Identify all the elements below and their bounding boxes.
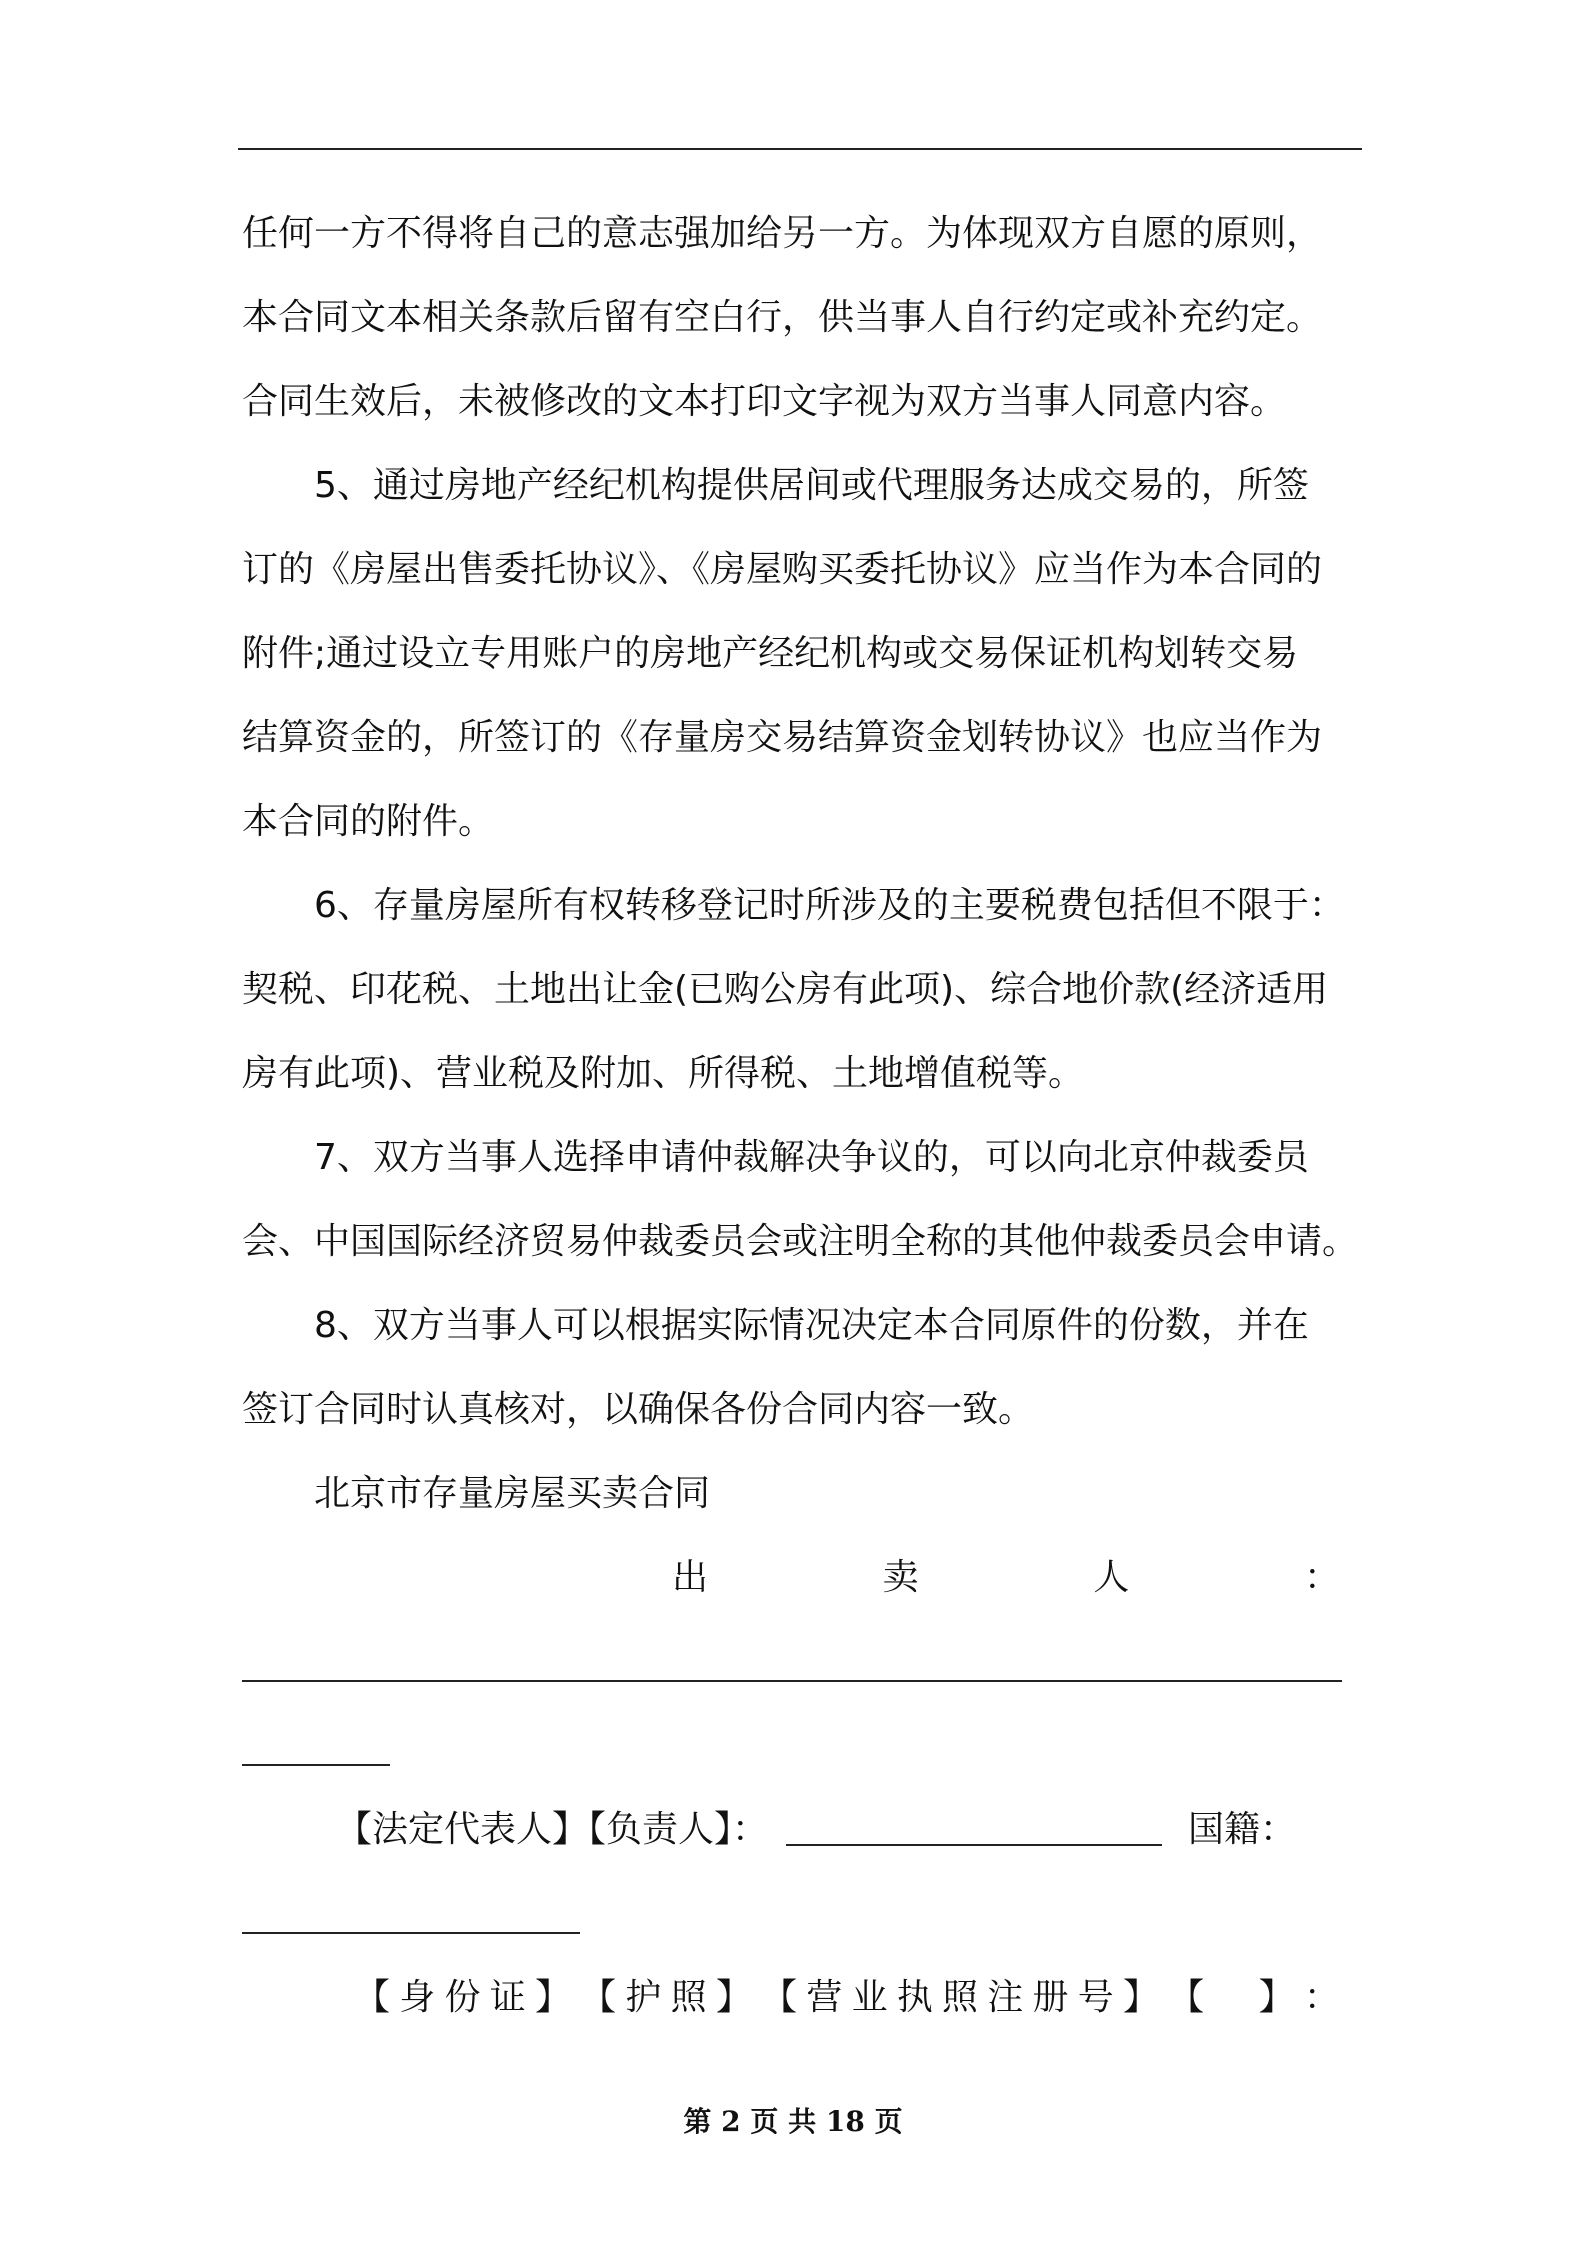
- id-char: 】: [1258, 1977, 1295, 2018]
- nationality-blank-row: [242, 1872, 1362, 1956]
- seller-name-blank-row-2: [242, 1704, 1362, 1788]
- id-char: 号: [1077, 1977, 1114, 2018]
- id-char: 】: [715, 1977, 752, 2018]
- id-char: 【: [1168, 1977, 1205, 2018]
- representative-label: 【法定代表人】【负责人】：: [336, 1809, 769, 1850]
- text-line: 房有此项)、营业税及附加、所得税、土地增值税等。: [242, 1053, 1085, 1094]
- seller-label: [242, 1536, 1362, 1620]
- page-footer: 第 2 页 共 18 页: [683, 2105, 903, 2138]
- seller-char: ：: [1303, 1557, 1340, 1598]
- text-line: 签订合同时认真核对，以确保各份合同内容一致。: [242, 1389, 1035, 1430]
- id-char: 证: [489, 1977, 526, 2018]
- seller-char: 人: [1093, 1557, 1130, 1598]
- seller-char: 卖: [882, 1557, 919, 1598]
- text-line: 本合同文本相关条款后留有空白行，供当事人自行约定或补充约定。: [242, 297, 1323, 338]
- text-line: 7、双方当事人选择申请仲裁解决争议的，可以向北京仲裁委员: [314, 1137, 1309, 1178]
- id-char: 护: [625, 1977, 662, 2018]
- text-line: 任何一方不得将自己的意志强加给另一方。为体现双方自愿的原则，: [242, 213, 1323, 254]
- id-char: 】: [1122, 1977, 1159, 2018]
- id-char: 【: [354, 1977, 391, 2018]
- id-char: 【: [580, 1977, 617, 2018]
- document-body: [242, 192, 1362, 2040]
- id-document-label: [242, 1956, 1362, 2040]
- id-char: 执: [896, 1977, 933, 2018]
- contract-title: 北京市存量房屋买卖合同: [314, 1473, 711, 1514]
- id-char: 身: [399, 1977, 436, 2018]
- id-char: 【: [761, 1977, 798, 2018]
- text-line: 6、存量房屋所有权转移登记时所涉及的主要税费包括但不限于：: [314, 885, 1345, 926]
- nationality-label: 国籍：: [1188, 1809, 1297, 1850]
- id-char-space: [1213, 1956, 1249, 2040]
- id-char: 注: [987, 1977, 1024, 2018]
- id-char: 营: [806, 1977, 843, 2018]
- text-line: 契税、印花税、土地出让金(已购公房有此项)、综合地价款(经济适用: [242, 969, 1329, 1010]
- id-char: ：: [1303, 1977, 1340, 2018]
- id-char: 照: [670, 1977, 707, 2018]
- paragraph-7: [242, 1116, 1362, 1284]
- text-line: 附件;通过设立专用账户的房地产经纪机构或交易保证机构划转交易: [242, 633, 1299, 674]
- id-char: 】: [534, 1977, 571, 2018]
- header-rule: [238, 148, 1362, 150]
- text-line: 合同生效后，未被修改的文本打印文字视为双方当事人同意内容。: [242, 381, 1287, 422]
- text-line: 5、通过房地产经纪机构提供居间或代理服务达成交易的，所签: [314, 465, 1309, 506]
- text-line: 结算资金的，所签订的《存量房交易结算资金划转协议》也应当作为: [242, 717, 1323, 758]
- seller-char: 出: [672, 1557, 709, 1598]
- text-line: 8、双方当事人可以根据实际情况决定本合同原件的份数，并在: [314, 1305, 1309, 1346]
- text-line: 会、中国国际经济贸易仲裁委员会或注明全称的其他仲裁委员会申请。: [242, 1221, 1359, 1262]
- id-char: 册: [1032, 1977, 1069, 2018]
- seller-name-blank-continued[interactable]: [242, 1764, 390, 1766]
- nationality-blank[interactable]: [242, 1932, 580, 1934]
- id-char: 业: [851, 1977, 888, 2018]
- paragraph-continuation: [242, 192, 1362, 444]
- seller-name-blank-row: [242, 1620, 1362, 1704]
- paragraph-8: [242, 1284, 1362, 1452]
- id-char: 份: [444, 1977, 481, 2018]
- id-char: 照: [942, 1977, 979, 2018]
- representative-row: [242, 1788, 1362, 1872]
- paragraph-5: [242, 444, 1362, 864]
- text-line: 本合同的附件。: [242, 801, 495, 842]
- representative-blank[interactable]: [786, 1844, 1162, 1846]
- seller-name-blank[interactable]: [242, 1680, 1342, 1682]
- paragraph-6: [242, 864, 1362, 1116]
- text-line: 订的《房屋出售委托协议》、《房屋购买委托协议》应当作为本合同的: [242, 549, 1323, 590]
